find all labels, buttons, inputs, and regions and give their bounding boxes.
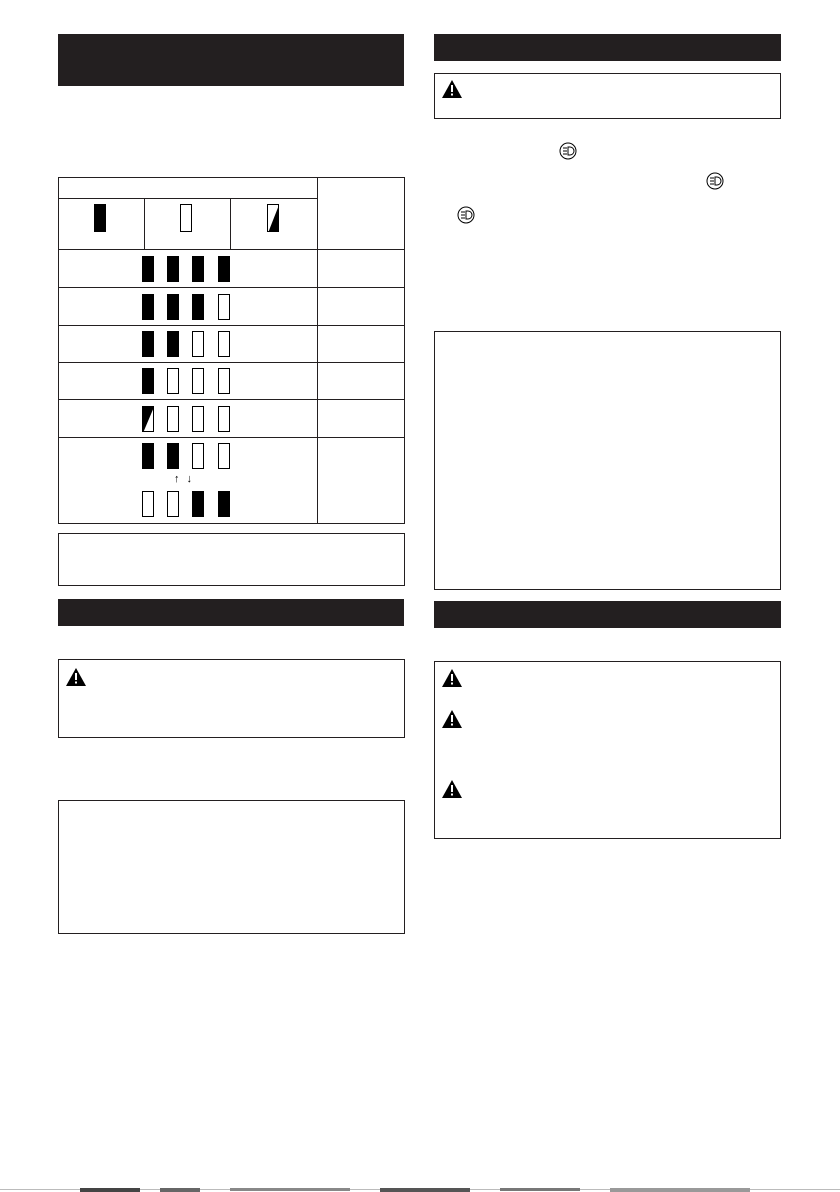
row-line: [58, 399, 405, 400]
battery-lamp-empty-icon: [167, 368, 179, 394]
title-banner: [58, 34, 404, 86]
battery-lamp-full-icon: [142, 256, 154, 282]
battery-lamp-empty-icon: [218, 443, 230, 469]
front-lamp-icon: [457, 206, 475, 224]
table-border: [58, 177, 405, 524]
battery-lamp-full-icon: [192, 491, 204, 517]
battery-lamp-empty-icon: [192, 443, 204, 469]
battery-lamp-full-icon: [192, 256, 204, 282]
battery-lamp-empty-icon: [218, 294, 230, 320]
section-banner: [434, 601, 781, 628]
warning-triangle-icon: [441, 779, 463, 799]
row-line: [58, 249, 405, 250]
legend-lamp-blinking-icon: [267, 204, 279, 232]
row-line: [58, 287, 405, 288]
battery-lamp-empty-icon: [167, 491, 179, 517]
front-lamp-icon: [559, 142, 577, 160]
legend-lamp-lighted-icon: [94, 204, 106, 232]
battery-lamp-empty-icon: [218, 368, 230, 394]
battery-lamp-full-icon: [142, 368, 154, 394]
legend-lamp-off-icon: [180, 204, 192, 232]
legend-divider: [230, 198, 231, 249]
print-registration-strip: [0, 1186, 840, 1192]
note-box: [58, 533, 405, 586]
warning-triangle-icon: [441, 79, 463, 99]
table-column-divider: [317, 177, 318, 524]
caution-box: [434, 73, 781, 119]
section-banner: [58, 599, 404, 626]
table-header-divider: [58, 198, 317, 199]
caution-box: [58, 659, 405, 738]
battery-capacity-table: [58, 177, 405, 524]
battery-lamp-empty-icon: [218, 406, 230, 432]
battery-lamp-empty-icon: [192, 406, 204, 432]
note-box: [434, 331, 781, 590]
battery-lamp-empty-icon: [192, 368, 204, 394]
note-box: [58, 800, 405, 934]
row-line: [58, 325, 405, 326]
warning-box: [434, 661, 781, 839]
legend-divider: [144, 198, 145, 249]
battery-lamp-full-icon: [167, 443, 179, 469]
section-banner: [434, 34, 781, 61]
front-lamp-icon: [706, 172, 724, 190]
warning-triangle-icon: [65, 667, 87, 687]
row-line: [58, 362, 405, 363]
warning-triangle-icon: [441, 668, 463, 688]
row-line: [58, 437, 405, 438]
warning-triangle-icon: [441, 709, 463, 729]
battery-lamp-empty-icon: [142, 491, 154, 517]
battery-lamp-full-icon: [142, 331, 154, 357]
battery-lamp-full-icon: [142, 294, 154, 320]
battery-lamp-full-icon: [167, 256, 179, 282]
battery-lamp-empty-icon: [192, 331, 204, 357]
battery-lamp-full-icon: [167, 294, 179, 320]
battery-lamp-full-icon: [142, 443, 154, 469]
battery-lamp-full-icon: [218, 256, 230, 282]
battery-lamp-empty-icon: [218, 331, 230, 357]
arrows: ↑ ↓: [174, 473, 195, 485]
battery-lamp-full-icon: [192, 294, 204, 320]
battery-lamp-full-icon: [218, 491, 230, 517]
battery-lamp-empty-icon: [167, 406, 179, 432]
battery-lamp-half-icon: [142, 406, 154, 432]
battery-lamp-full-icon: [167, 331, 179, 357]
